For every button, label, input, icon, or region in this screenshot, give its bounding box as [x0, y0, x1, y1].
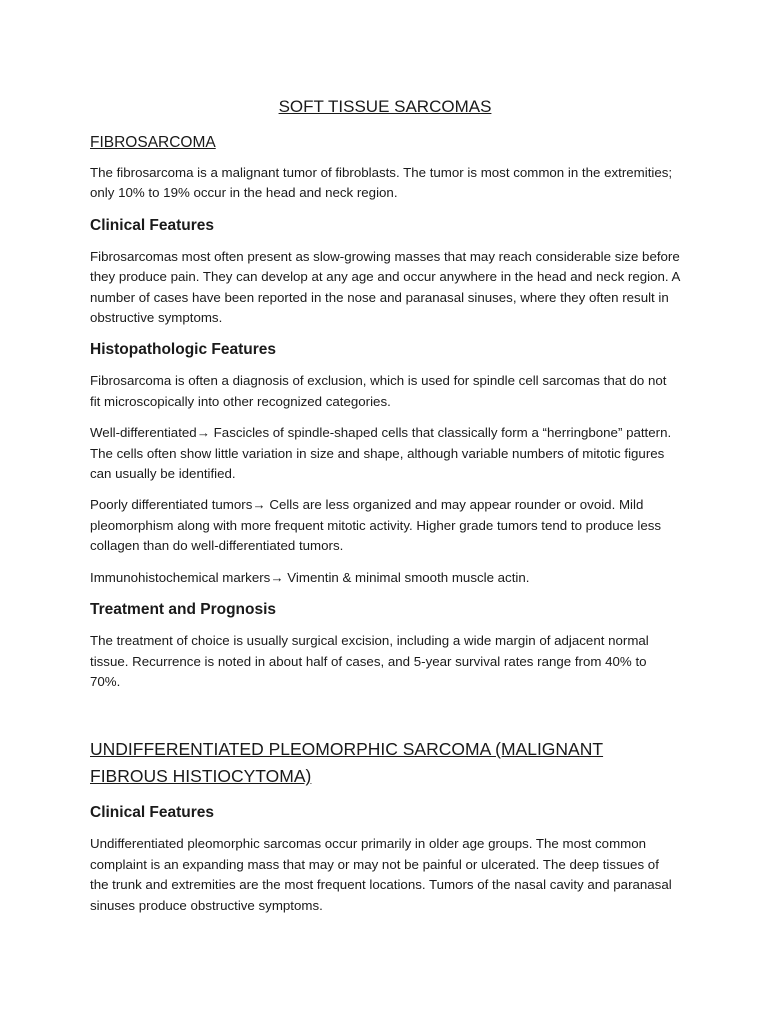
- clinical-features-heading: Clinical Features: [90, 216, 215, 234]
- immunohistochemical-label: Immunohistochemical markers: [90, 569, 271, 585]
- arrow-right-icon: →: [252, 497, 266, 513]
- poorly-differentiated-text: Cells are less organized and may appear rounder or ovoid. Mild pleomorphism along with more frequent mitotic activity. Higher grade tumors tend to produce less collagen than do well-differentiated tumors.: [90, 497, 662, 554]
- ups-clinical-features-heading: Clinical Features: [90, 804, 215, 822]
- well-differentiated-paragraph: [90, 423, 680, 484]
- document-title: SOFT TISSUE SARCOMAS: [278, 97, 492, 116]
- treatment-prognosis-heading: Treatment and Prognosis: [90, 601, 277, 619]
- well-differentiated-text: Fascicles of spindle-shaped cells that classically form a “herringbone” pattern. The cells often show little variation in size and shape, although variable numbers of mitotic figures can usually be identified.: [90, 425, 672, 482]
- document-page: [90, 96, 680, 927]
- poorly-differentiated-paragraph: [90, 495, 680, 556]
- fibrosarcoma-intro: The fibrosarcoma is a malignant tumor of fibroblasts. The tumor is most common in the extremities; only 10% to 19% occur in the head and neck region.: [90, 165, 673, 201]
- immunohistochemical-paragraph: [90, 568, 680, 588]
- histopathologic-features-heading: Histopathologic Features: [90, 341, 277, 359]
- poorly-differentiated-label: Poorly differentiated tumors: [90, 497, 253, 513]
- arrow-right-icon: →: [270, 569, 284, 585]
- immunohistochemical-text: Vimentin & minimal smooth muscle actin.: [283, 569, 530, 585]
- histopathologic-features-text: Fibrosarcoma is often a diagnosis of exclusion, which is used for spindle cell sarcomas that do not fit microscopically into other recognized categories.: [90, 373, 667, 409]
- treatment-prognosis-text: The treatment of choice is usually surgical excision, including a wide margin of adjacent normal tissue. Recurrence is noted in about half of cases, and 5-year survival rates range from 40% to 70%.: [90, 633, 649, 689]
- arrow-right-icon: →: [196, 425, 210, 441]
- well-differentiated-label: Well-differentiated: [90, 425, 197, 441]
- clinical-features-text: Fibrosarcomas most often present as slow-growing masses that may reach considerable size before they produce pain. They can develop at any age and occur anywhere in the head and neck region. A number of cases have been reported in the nose and paranasal sinuses, where they often result in obstructive symptoms.: [90, 248, 680, 326]
- section-title-undifferentiated-pleomorphic-sarcoma: UNDIFFERENTIATED PLEOMORPHIC SARCOMA (MALIGNANT FIBROUS HISTIOCYTOMA): [90, 739, 604, 787]
- section-title-fibrosarcoma: FIBROSARCOMA: [90, 134, 216, 151]
- ups-clinical-features-text: Undifferentiated pleomorphic sarcomas occur primarily in older age groups. The most common complaint is an expanding mass that may or may not be painful or ulcerated. The deep tissues of the trunk and extremities are the most frequent locations. Tumors of the nasal cavity and paranasal sinuses produce obstructive symptoms.: [90, 836, 672, 913]
